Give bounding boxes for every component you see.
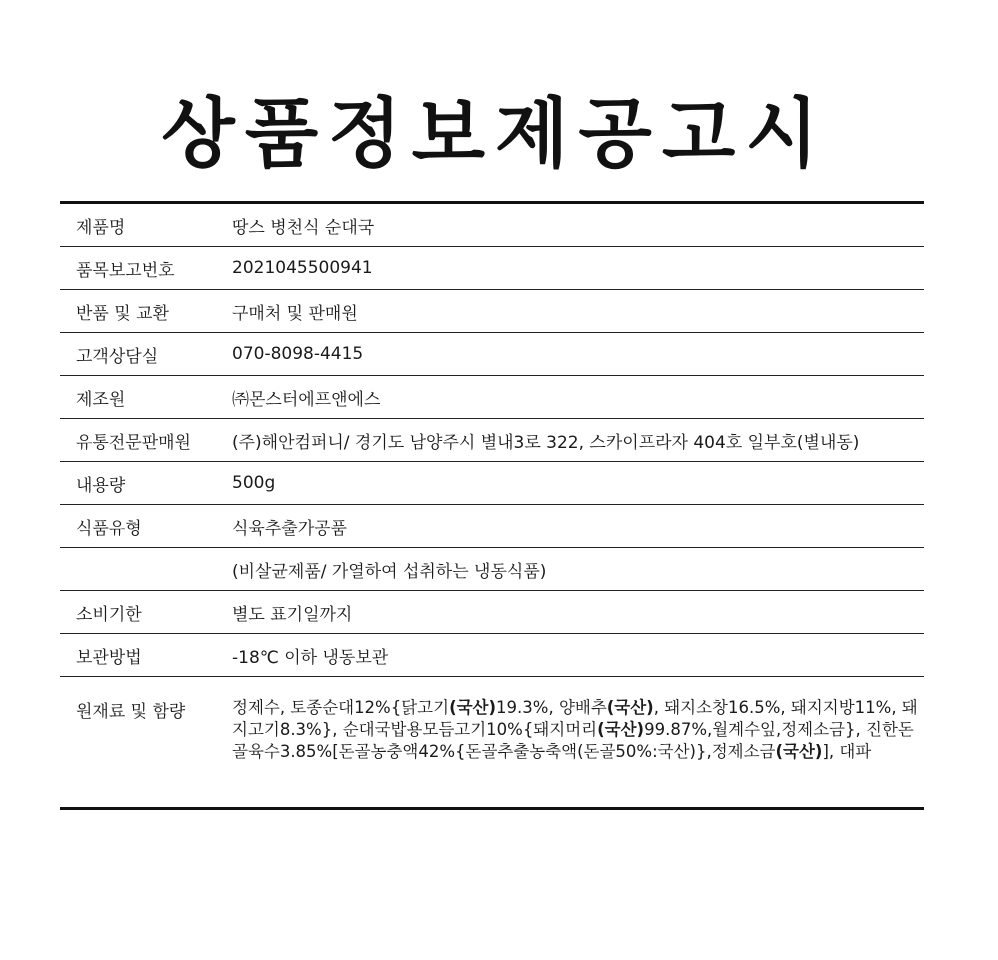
- row-value: 별도 표기일까지: [232, 604, 353, 625]
- row-label: 품목보고번호: [76, 260, 175, 281]
- table-row: [60, 204, 924, 247]
- row-value: 땅스 병천식 순대국: [232, 217, 375, 238]
- table-row: [60, 333, 924, 376]
- ingredient-text: ], 대파: [822, 742, 872, 761]
- row-value: (비살균제품/ 가열하여 섭취하는 냉동식품): [232, 561, 547, 582]
- origin-mark: (국산): [606, 698, 654, 717]
- ingredient-text: , 돼지소창16.5%, 돼지지방11%, 돼지고기8.3%}, 순대국밥용모듬고기10%{돼지머리: [232, 698, 918, 739]
- row-label: 제품명: [76, 217, 126, 238]
- row-value: 070-8098-4415: [232, 344, 364, 364]
- ingredients-row: [60, 677, 924, 807]
- table-row: [60, 419, 924, 462]
- row-label: 유통전문판매원: [76, 432, 191, 453]
- table-row: [60, 505, 924, 548]
- row-value: -18℃ 이하 냉동보관: [232, 647, 389, 668]
- table-row: [60, 376, 924, 419]
- table-row: [60, 591, 924, 634]
- row-value: (주)해안컴퍼니/ 경기도 남양주시 별내3로 322, 스카이프라자 404호 일부호(별내동): [232, 432, 860, 453]
- table-row: [60, 548, 924, 591]
- ingredient-text: 99.87%,월계수잎,정제소금}, 진한돈골육수3.85%[돈골농충액42%{돈골추출농축액(돈골50%:국산)},정제소금: [232, 720, 914, 761]
- product-info-table: [60, 201, 924, 810]
- row-label: 소비기한: [76, 604, 142, 625]
- origin-mark: (국산): [449, 698, 497, 717]
- table-row: [60, 247, 924, 290]
- row-label: 식품유형: [76, 518, 142, 539]
- row-value: 2021045500941: [232, 258, 373, 278]
- table-row: [60, 462, 924, 505]
- row-label: 내용량: [76, 475, 126, 496]
- table-row: [60, 634, 924, 677]
- row-value: 500g: [232, 473, 276, 493]
- origin-mark: (국산): [597, 720, 645, 739]
- table-row: [60, 290, 924, 333]
- ingredient-text: 정제수, 토종순대12%{닭고기: [232, 698, 450, 717]
- page-title: 상품정보제공고시: [161, 89, 829, 178]
- row-value: ㈜몬스터에프앤에스: [232, 389, 381, 410]
- row-value: 구매처 및 판매원: [232, 303, 358, 324]
- row-label: 제조원: [76, 389, 126, 410]
- ingredients-value: [232, 697, 924, 763]
- ingredient-text: 19.3%, 양배추: [496, 698, 607, 717]
- origin-mark: (국산): [775, 742, 823, 761]
- row-value: 식육추출가공품: [232, 518, 347, 539]
- ingredients-label: 원재료 및 함량: [76, 702, 186, 722]
- row-label: 반품 및 교환: [76, 303, 169, 324]
- row-label: 고객상담실: [76, 346, 159, 367]
- row-label: 보관방법: [76, 647, 142, 668]
